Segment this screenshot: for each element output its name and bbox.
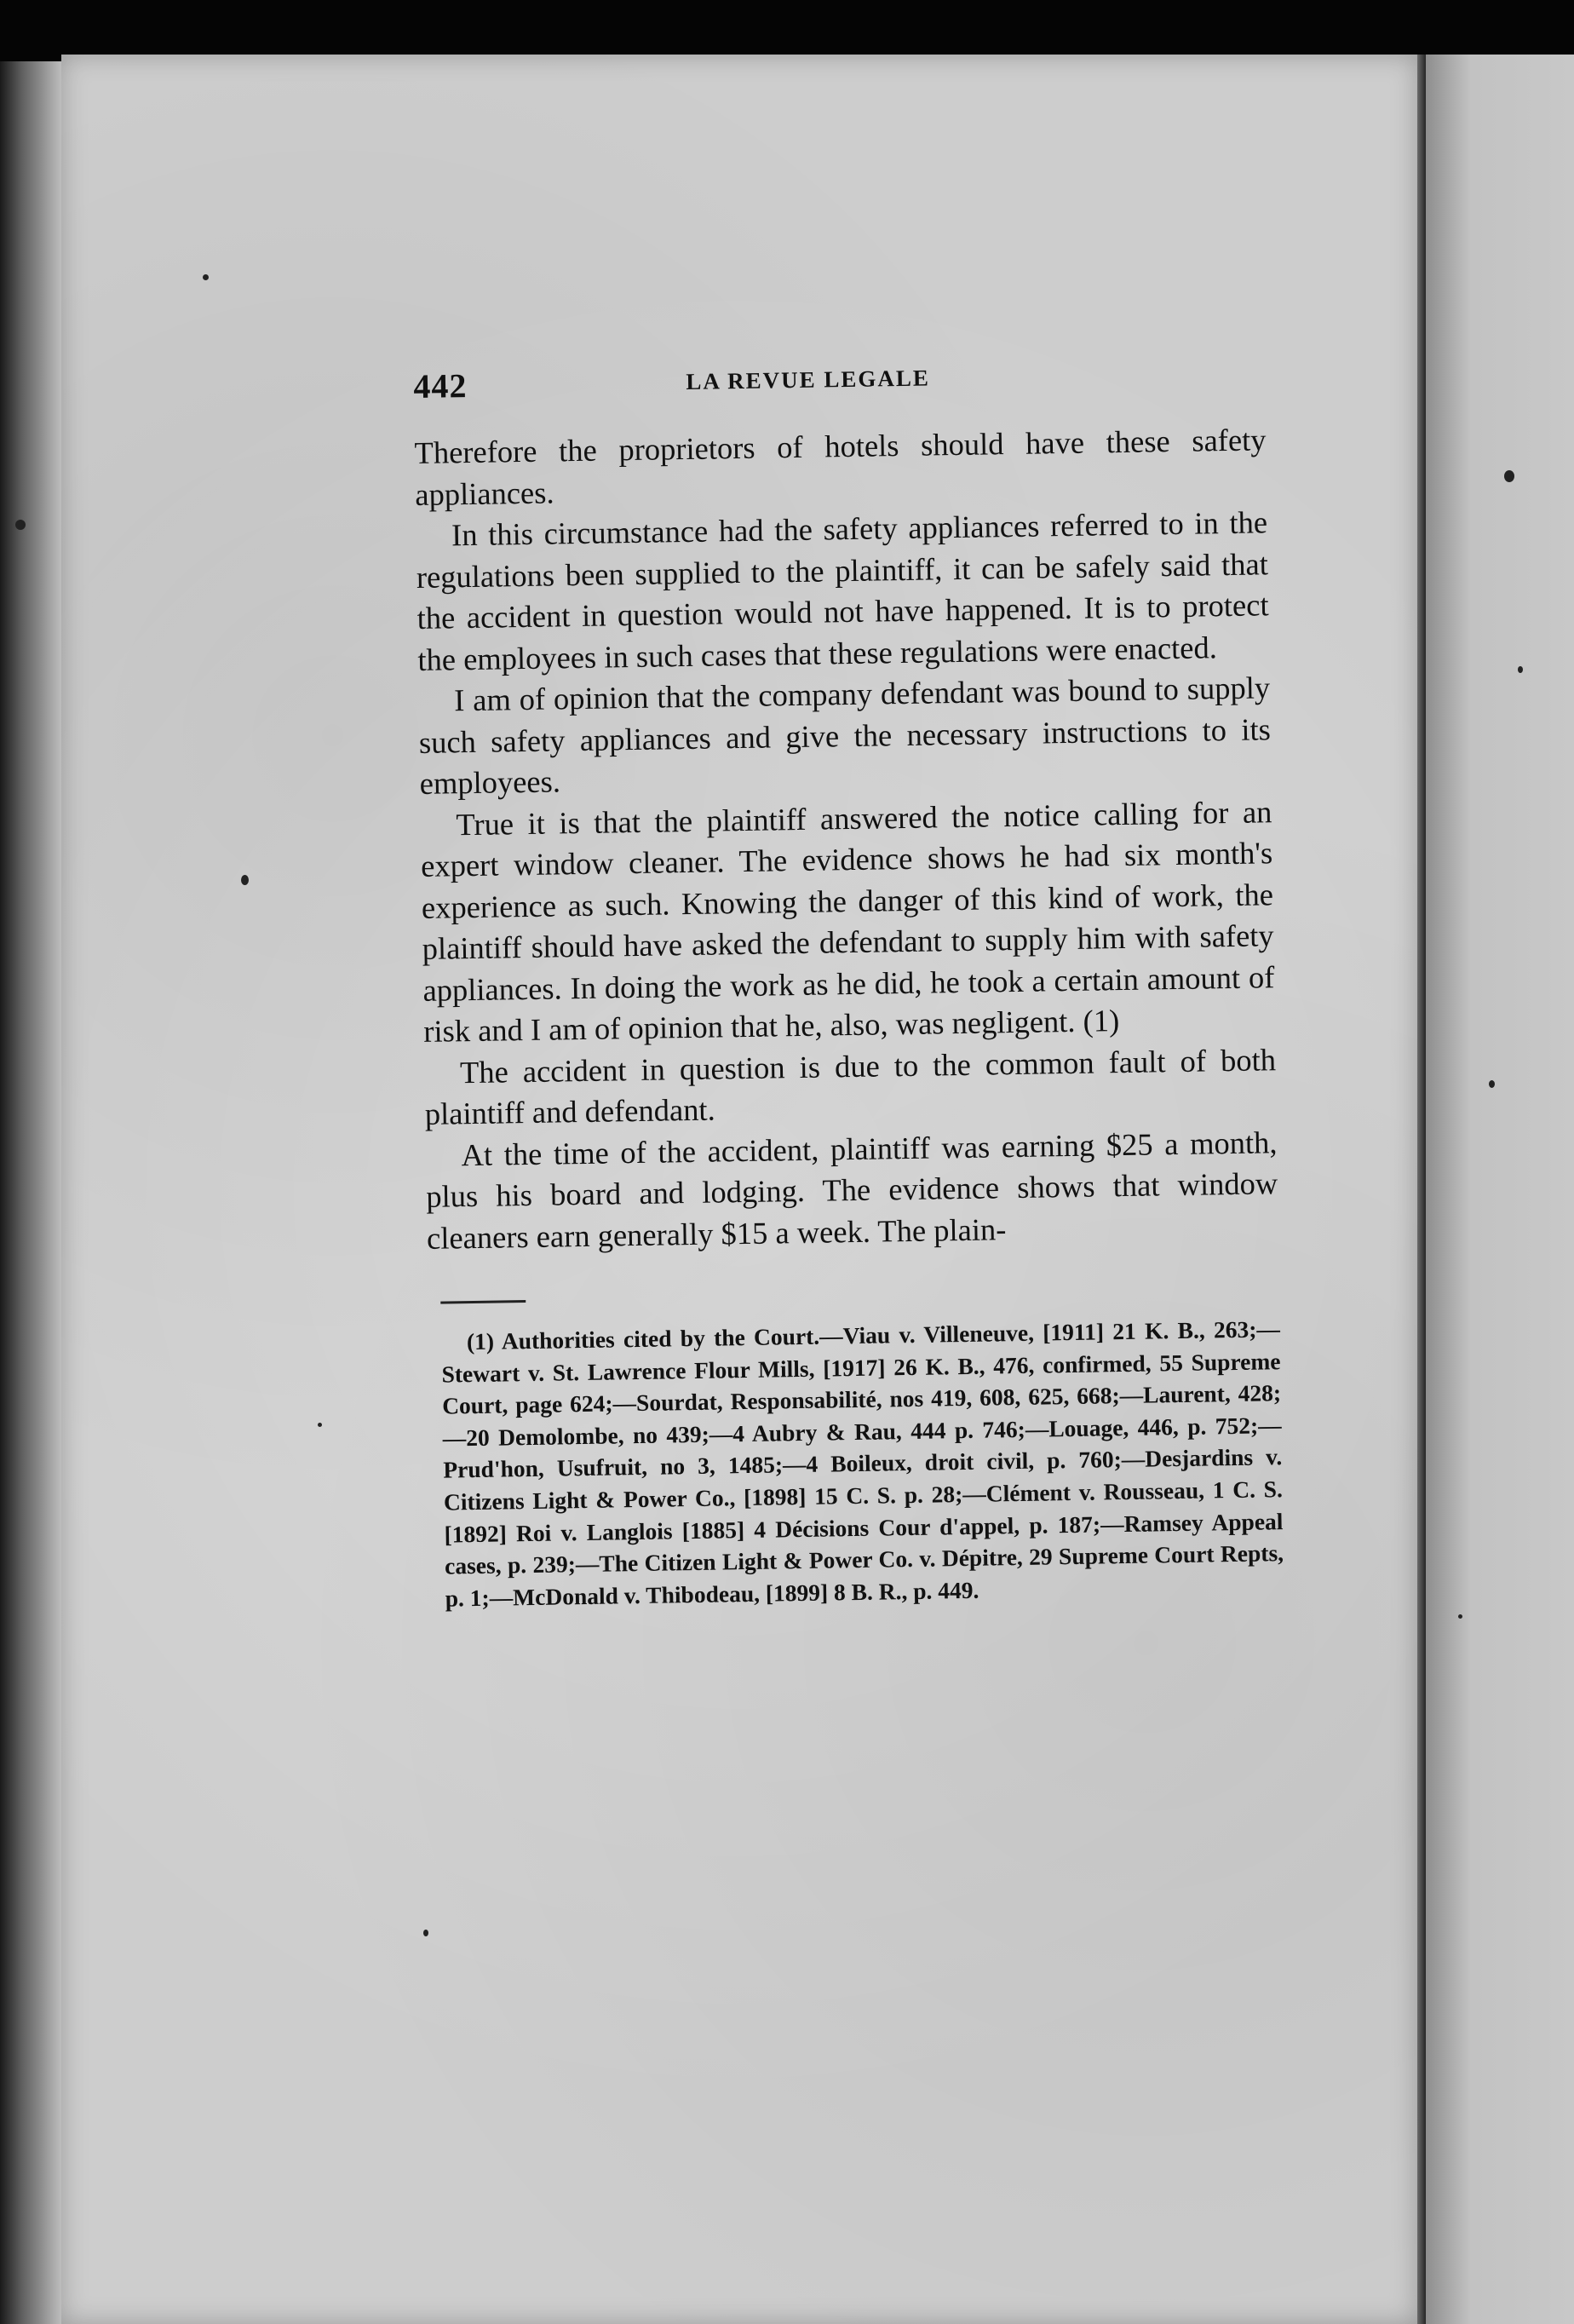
body-paragraph: True it is that the plaintiff answered the notice calling for an expert window cleaner. The evidence shows he had six month's experience as such. Knowing the danger of this kind of work, the plaintiff should have asked the defendant to supply him with safety appliances. In doing the work as he did, he took a certain amount of risk and I am of opinion that he, also, was negligent. (1) [420, 793, 1275, 1049]
paper-speck [318, 1423, 322, 1427]
body-text [414, 419, 1278, 1259]
body-paragraph: In this circumstance had the safety appliances referred to in the regulations been supplied to the plaintiff, it can be safely said that the accident in question would not have happened. It is to protect the employees in such cases that these regulations were enacted. [416, 504, 1269, 677]
body-paragraph: I am of opinion that the company defendant was bound to supply such safety appliances and give the necessary instructions to its employees. [418, 670, 1272, 801]
scan-top-border [0, 0, 1574, 61]
scan-left-edge [0, 61, 61, 2324]
footnote-text: (1) Authorities cited by the Court.—Viau v. Villeneuve, [1911] 21 K. B., 263;—Stewart v. St. Lawrence Flour Mills, [1917] 26 K. B., 476, confirmed, 55 Supreme Court, page 624;—Sourdat, Responsabilité, nos 419, 608, 625, 668;—Laurent, 428;—20 Demolombe, no 439;—4 Aubry & Rau, 444 p. 746;—Louage, 446, p. 752;—Prud'hon, Usufruit, no 3, 1485;—4 Boileux, droit civil, p. 760;—Desjardins v. Citizens Light & Power Co., [1898] 15 C. S. p. 28;—Clément v. Rousseau, 1 C. S. [1892] Roi v. Langlois [1885] 4 Décisions Cour d'appel, p. 187;—Ramsey Appeal cases, p. 239;—The Citizen Light & Power Co. v. Dépitre, 29 Supreme Court Repts, p. 1;—McDonald v. Thibodeau, [1899] 8 B. R., p. 449. [441, 1315, 1284, 1612]
body-paragraph: Therefore the proprietors of hotels should have these safety appliances. [414, 422, 1267, 512]
running-title: LA REVUE LEGALE [686, 365, 931, 394]
page-gutter [1417, 55, 1426, 2324]
page-content [413, 353, 1284, 1614]
paper-speck [1518, 666, 1523, 673]
paper-speck [1489, 1080, 1495, 1088]
paper-speck [1458, 1614, 1462, 1619]
footnote [428, 1313, 1284, 1614]
paper-speck [15, 520, 26, 530]
paper-speck [203, 274, 209, 280]
body-paragraph: At the time of the accident, plaintiff was earning $25 a month, plus his board and lodging. The evidence shows that window cleaners earn generally $15 a week. The plain- [425, 1124, 1278, 1256]
paper-speck [241, 875, 249, 885]
paper-speck [423, 1930, 428, 1936]
page-number: 442 [413, 366, 468, 406]
facing-page-edge [1426, 55, 1574, 2324]
body-paragraph: The accident in question is due to the common fault of both plaintiff and defendant. [424, 1041, 1277, 1131]
footnote-divider [440, 1300, 526, 1304]
paper-speck [1504, 470, 1514, 482]
